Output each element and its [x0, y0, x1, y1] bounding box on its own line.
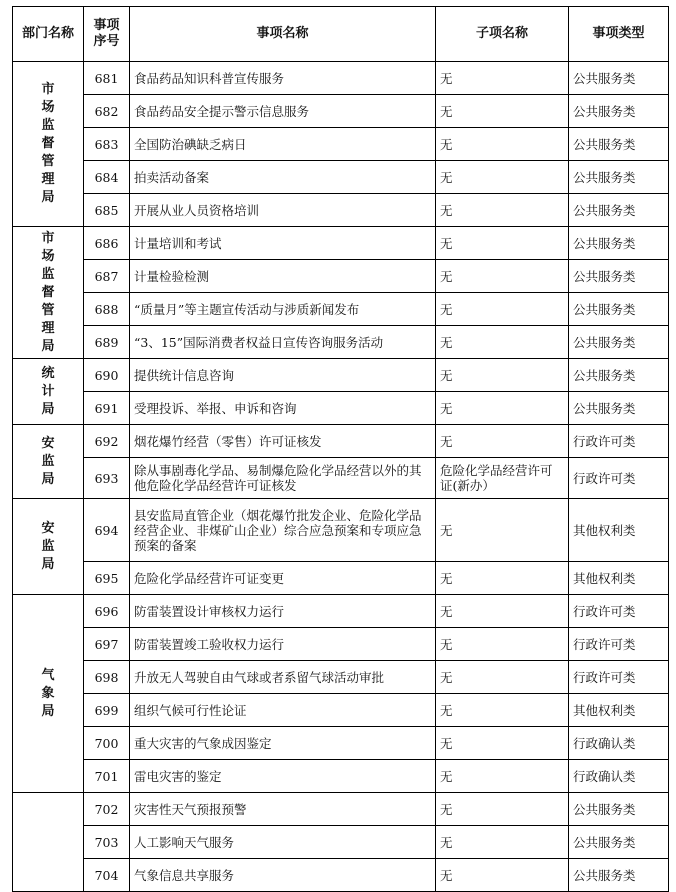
row-number: 703	[84, 826, 130, 859]
item-name: “3、15”国际消费者权益日宣传咨询服务活动	[130, 326, 436, 359]
row-number: 691	[84, 392, 130, 425]
dept-cell	[13, 595, 84, 793]
item-name: 危险化学品经营许可证变更	[130, 562, 436, 595]
table-row	[13, 194, 669, 227]
item-name: 计量检验检测	[130, 260, 436, 293]
item-type: 其他权利类	[569, 694, 669, 727]
row-number: 689	[84, 326, 130, 359]
item-type: 公共服务类	[569, 859, 669, 892]
item-name: “质量月”等主题宣传活动与涉质新闻发布	[130, 293, 436, 326]
item-name: 防雷装置竣工验收权力运行	[130, 628, 436, 661]
subitem-name: 无	[436, 595, 569, 628]
table-row	[13, 128, 669, 161]
item-name: 烟花爆竹经营（零售）许可证核发	[130, 425, 436, 458]
item-name: 除从事剧毒化学品、易制爆危险化学品经营以外的其他危险化学品经营许可证核发	[130, 458, 436, 499]
item-name: 开展从业人员资格培训	[130, 194, 436, 227]
table-row	[13, 359, 669, 392]
row-number: 699	[84, 694, 130, 727]
row-number: 696	[84, 595, 130, 628]
subitem-name: 危险化学品经营许可证(新办）	[436, 458, 569, 499]
item-name: 灾害性天气预报预警	[130, 793, 436, 826]
table-row	[13, 392, 669, 425]
table-row	[13, 161, 669, 194]
table-row	[13, 859, 669, 892]
item-type: 行政确认类	[569, 727, 669, 760]
header-row	[13, 7, 669, 62]
subitem-name: 无	[436, 326, 569, 359]
item-name: 防雷装置设计审核权力运行	[130, 595, 436, 628]
item-name: 全国防治碘缺乏病日	[130, 128, 436, 161]
row-number: 704	[84, 859, 130, 892]
table-row	[13, 661, 669, 694]
item-type: 行政许可类	[569, 661, 669, 694]
row-number: 702	[84, 793, 130, 826]
dept-cell	[13, 499, 84, 595]
table-row	[13, 95, 669, 128]
row-number: 698	[84, 661, 130, 694]
row-number: 692	[84, 425, 130, 458]
table-row	[13, 499, 669, 562]
row-number: 687	[84, 260, 130, 293]
dept-cell	[13, 793, 84, 892]
subitem-name: 无	[436, 425, 569, 458]
header-seq-text: 事项序号	[93, 18, 120, 49]
subitem-name: 无	[436, 62, 569, 95]
services-table	[12, 6, 669, 892]
header-sub: 子项名称	[436, 7, 569, 62]
item-type: 行政许可类	[569, 458, 669, 499]
subitem-name: 无	[436, 826, 569, 859]
dept-name: 市场监督管理局	[41, 82, 55, 205]
item-name: 提供统计信息咨询	[130, 359, 436, 392]
table-row	[13, 826, 669, 859]
header-type: 事项类型	[569, 7, 669, 62]
item-type: 公共服务类	[569, 826, 669, 859]
row-number: 693	[84, 458, 130, 499]
item-name: 雷电灾害的鉴定	[130, 760, 436, 793]
table-row	[13, 293, 669, 326]
row-number: 685	[84, 194, 130, 227]
table-row	[13, 458, 669, 499]
subitem-name: 无	[436, 499, 569, 562]
subitem-name: 无	[436, 628, 569, 661]
row-number: 694	[84, 499, 130, 562]
row-number: 697	[84, 628, 130, 661]
row-number: 688	[84, 293, 130, 326]
item-name: 气象信息共享服务	[130, 859, 436, 892]
subitem-name: 无	[436, 793, 569, 826]
item-name: 县安监局直管企业（烟花爆竹批发企业、危险化学品经营企业、非煤矿山企业）综合应急预案和专项应急预案的备案	[130, 499, 436, 562]
item-type: 公共服务类	[569, 326, 669, 359]
table-row	[13, 425, 669, 458]
row-number: 683	[84, 128, 130, 161]
item-type: 公共服务类	[569, 194, 669, 227]
subitem-name: 无	[436, 359, 569, 392]
item-type: 其他权利类	[569, 562, 669, 595]
item-type: 公共服务类	[569, 293, 669, 326]
table-row	[13, 562, 669, 595]
subitem-name: 无	[436, 260, 569, 293]
row-number: 690	[84, 359, 130, 392]
header-seq	[84, 7, 130, 62]
item-name: 食品药品知识科普宣传服务	[130, 62, 436, 95]
subitem-name: 无	[436, 227, 569, 260]
row-number: 701	[84, 760, 130, 793]
table-row	[13, 760, 669, 793]
item-type: 行政许可类	[569, 628, 669, 661]
table-row	[13, 62, 669, 95]
subitem-name: 无	[436, 194, 569, 227]
table-row	[13, 793, 669, 826]
item-name: 升放无人驾驶自由气球或者系留气球活动审批	[130, 661, 436, 694]
subitem-name: 无	[436, 727, 569, 760]
dept-name: 统计局	[41, 365, 55, 417]
row-number: 686	[84, 227, 130, 260]
table-row	[13, 595, 669, 628]
dept-cell	[13, 425, 84, 499]
dept-name: 安监局	[41, 435, 55, 487]
table-row	[13, 227, 669, 260]
subitem-name: 无	[436, 293, 569, 326]
item-name: 拍卖活动备案	[130, 161, 436, 194]
row-number: 700	[84, 727, 130, 760]
item-type: 公共服务类	[569, 793, 669, 826]
table-row	[13, 694, 669, 727]
subitem-name: 无	[436, 161, 569, 194]
table-row	[13, 260, 669, 293]
item-name: 重大灾害的气象成因鉴定	[130, 727, 436, 760]
row-number: 695	[84, 562, 130, 595]
table-row	[13, 326, 669, 359]
item-name: 人工影响天气服务	[130, 826, 436, 859]
item-name: 受理投诉、举报、申诉和咨询	[130, 392, 436, 425]
item-name: 组织气候可行性论证	[130, 694, 436, 727]
dept-cell	[13, 227, 84, 359]
item-type: 公共服务类	[569, 359, 669, 392]
item-type: 行政许可类	[569, 425, 669, 458]
item-type: 行政许可类	[569, 595, 669, 628]
dept-name: 安监局	[41, 520, 55, 572]
row-number: 684	[84, 161, 130, 194]
subitem-name: 无	[436, 562, 569, 595]
subitem-name: 无	[436, 95, 569, 128]
subitem-name: 无	[436, 859, 569, 892]
subitem-name: 无	[436, 661, 569, 694]
dept-cell	[13, 62, 84, 227]
item-type: 公共服务类	[569, 227, 669, 260]
subitem-name: 无	[436, 392, 569, 425]
row-number: 682	[84, 95, 130, 128]
subitem-name: 无	[436, 128, 569, 161]
table-row	[13, 727, 669, 760]
item-name: 计量培训和考试	[130, 227, 436, 260]
item-type: 公共服务类	[569, 392, 669, 425]
item-type: 行政确认类	[569, 760, 669, 793]
item-name: 食品药品安全提示警示信息服务	[130, 95, 436, 128]
item-type: 公共服务类	[569, 260, 669, 293]
dept-cell	[13, 359, 84, 425]
row-number: 681	[84, 62, 130, 95]
dept-name: 市场监督管理局	[41, 230, 55, 354]
header-name: 事项名称	[130, 7, 436, 62]
table-row	[13, 628, 669, 661]
item-type: 公共服务类	[569, 128, 669, 161]
subitem-name: 无	[436, 694, 569, 727]
item-type: 其他权利类	[569, 499, 669, 562]
header-dept: 部门名称	[13, 7, 84, 62]
item-type: 公共服务类	[569, 95, 669, 128]
subitem-name: 无	[436, 760, 569, 793]
item-type: 公共服务类	[569, 161, 669, 194]
item-type: 公共服务类	[569, 62, 669, 95]
dept-name: 气象局	[41, 667, 55, 719]
